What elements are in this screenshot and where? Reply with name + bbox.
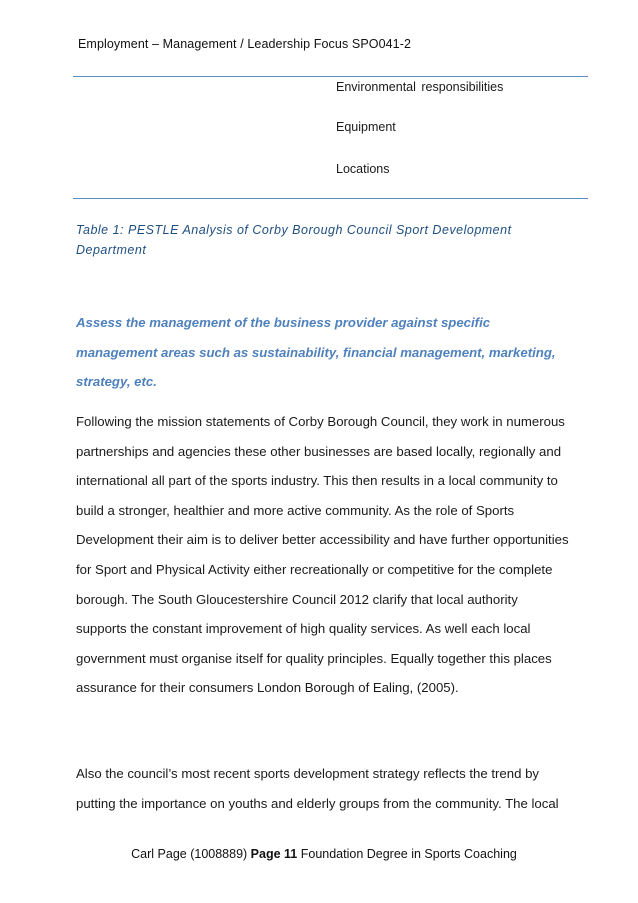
footer-page-number: Page 11 bbox=[250, 847, 298, 861]
body-paragraph-1 bbox=[76, 407, 576, 703]
paragraph-line: Development their aim is to deliver better accessibility and have further opportunities bbox=[76, 532, 569, 548]
table-item-equipment: Equipment bbox=[336, 120, 396, 134]
paragraph-line: Also the council’s most recent sports development strategy reflects the trend by bbox=[76, 766, 540, 781]
paragraph-line: international all part of the sports industry. This then results in a local community to bbox=[76, 473, 558, 489]
body-paragraph-2 bbox=[76, 759, 576, 818]
page-header: Employment – Management / Leadership Focus SPO041-2 bbox=[78, 37, 412, 51]
paragraph-line: putting the importance on youths and elderly groups from the community. The local bbox=[76, 795, 559, 811]
paragraph-line: borough. The South Gloucestershire Council 2012 clarify that local authority bbox=[76, 591, 518, 607]
paragraph-line: supports the constant improvement of high quality services. As well each local bbox=[76, 621, 531, 637]
table-caption-line: Department bbox=[76, 243, 147, 257]
section-heading-line: Assess the management of the business provider against specific bbox=[76, 315, 491, 330]
section-heading bbox=[76, 308, 576, 397]
paragraph-line: assurance for their consumers London Borough of Ealing, (2005). bbox=[76, 680, 459, 696]
footer-author: Carl Page (1008889) bbox=[131, 847, 248, 861]
table-top-rule bbox=[73, 76, 588, 77]
paragraph-line: for Sport and Physical Activity either recreationally or competitive for the complete bbox=[76, 561, 553, 577]
section-heading-line: management areas such as sustainability, financial management, marketing, bbox=[76, 344, 556, 360]
footer-course: Foundation Degree in Sports Coaching bbox=[300, 847, 517, 861]
paragraph-line: partnerships and agencies these other businesses are based locally, regionally and bbox=[76, 443, 562, 459]
paragraph-line: build a stronger, healthier and more active community. As the role of Sports bbox=[76, 502, 515, 518]
paragraph-line: Following the mission statements of Corby Borough Council, they work in numerous bbox=[76, 414, 565, 429]
section-heading-line: strategy, etc. bbox=[76, 374, 157, 389]
table-item-locations: Locations bbox=[336, 162, 390, 176]
table-caption-line: Table 1: PESTLE Analysis of Corby Borough Council Sport Development bbox=[76, 223, 512, 237]
table-item-environmental: Environmental responsibilities bbox=[336, 80, 504, 94]
page-footer bbox=[0, 847, 638, 861]
table-caption bbox=[76, 220, 546, 260]
table-bottom-rule bbox=[73, 198, 588, 199]
paragraph-line: government must organise itself for quality principles. Equally together this places bbox=[76, 650, 552, 666]
